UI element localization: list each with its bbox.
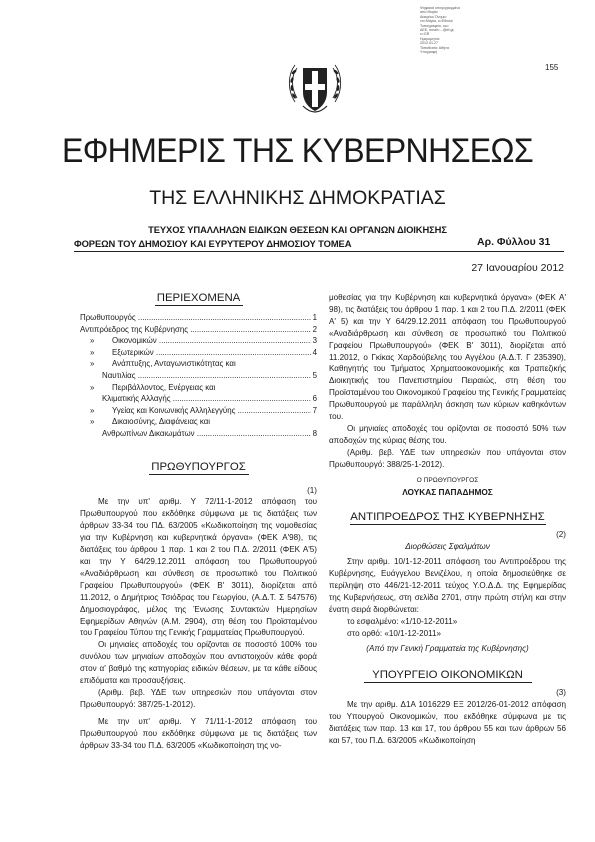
toc-entry-cont: Κλιματικής Αλλαγής ..... 6	[80, 393, 317, 405]
sheet-number: Αρ. Φύλλου 31	[477, 236, 551, 248]
signature-line: Τοποθεσία: Αθήνα	[420, 45, 449, 50]
paragraph: Οι μηνιαίες αποδοχές του ορίζονται σε ποσοστό 100% του συνόλου των μηνιαίων αποδοχών που αντιστοιχούν κάθε φορά στον α' βαθμό της κατηγορίας ειδικών θέσεων, με τα κάθε είδους επιδόματα και προσαυξήσεις.	[80, 640, 317, 686]
paragraph: Με την υπ' αριθμ. Υ 72/11-1-2012 απόφαση του Πρωθυπουργού που εκδόθηκε σύμφωνα με τις διατάξεις των άρθρων 33-34 του ΠΔ. 63/2005 «Κωδικοποίηση της νομοθεσίας για την Κυβέρνηση και κυβερνητικά όργανα» (ΦΕΚ Α'98), τις διατάξεις του άρθρου 1 παρ. 1 και 2 του Π.Δ. 2/2011 (ΦΕΚ Α'5) και την Υ 64/29.12.2011 απόφαση του Πρωθυπουργού «Αναδιάρθρωση και σύνθεση σε προσωπικό του Πολιτικού Γραφείου Πρωθυπουργού» (ΦΕΚ Β' 3011), διορίζεται από 11.2012, ο Δημήτριος Τσιόδρας του Γεωργίου, (Α.Δ.Τ. Σ 547576) Δημοσιογράφος, μέλος της Ένωσης Συντακτών Ημερησίων Εφημερίδων Αθηνών (Α.Μ. 2904), στη θέση του Προϊσταμένου του Γραφείου Τύπου της Γενικής Γραμματείας Πρωθυπουργού.	[80, 497, 317, 638]
section-heading-vice-president: ΑΝΤΙΠΡΟΕΔΡΟΣ ΤΗΣ ΚΥΒΕΡΝΗΣΗΣ	[350, 511, 545, 524]
section-heading-prime-minister: ΠΡΩΘΥΠΟΥΡΓΟΣ	[80, 460, 317, 475]
decision-number: (2)	[556, 530, 566, 540]
toc-entry[interactable]: Πρωθυπουργός ..... 1	[80, 312, 317, 324]
signatory-name: ΛΟΥΚΑΣ ΠΑΠΑΔΗΜΟΣ	[402, 486, 493, 497]
gazette-subtitle: ΤΗΣ ΕΛΛΗΝΙΚΗΣ ΔΗΜΟΚΡΑΤΙΑΣ	[149, 187, 446, 209]
signature-line: ΔΕΕ, email=...@et.gr,	[420, 28, 455, 33]
signature-line: Ημερομηνία:	[420, 36, 441, 41]
paragraph: το εσφαλμένο: «1/10-12-2011»	[347, 616, 458, 626]
toc-entry[interactable]: » Περιβάλλοντος, Ενέργειας και	[90, 382, 216, 392]
toc-entry[interactable]: » Οικονομικών ..... 3	[80, 335, 317, 347]
page-number: 155	[545, 63, 559, 72]
signature-line: 2012.01.27	[420, 41, 438, 46]
toc-entry-cont: Ανθρωπίνων Δικαιωμάτων ..... 8	[80, 428, 317, 440]
signature-line: Τυπογραφείο, ou=	[420, 23, 450, 28]
signature-line: Διακρ/κο Όνομα:	[420, 14, 447, 19]
gazette-title: ΕΦΗΜΕΡΙΣ ΤΗΣ ΚΥΒΕΡΝΗΣΕΩΣ	[61, 132, 534, 170]
decision-subtitle: Διορθώσεις Σφαλμάτων	[405, 542, 490, 552]
paragraph: στο ορθό: «10/1-12-2011»	[347, 628, 441, 638]
decision-number: (1)	[307, 485, 317, 495]
toc-entry[interactable]: » Εξωτερικών ..... 4	[80, 347, 317, 359]
paragraph: (Αριθμ. βεβ. ΥΔΕ των υπηρεσιών που υπάγονται στον Πρωθυπουργό: 387/25-1-2012).	[80, 687, 317, 709]
toc-entry-cont: Ναυτιλίας ..... 5	[80, 370, 317, 382]
digital-signature-block	[420, 6, 500, 54]
signature-line: c=GR	[420, 32, 430, 37]
table-of-contents	[80, 312, 317, 440]
paragraph: μοθεσίας για την Κυβέρνηση και κυβερνητικά όργανα» (ΦΕΚ Α' 98), τις διατάξεις του άρθρου 1 παρ. 1 και 2 του Π.Δ. 2/2011 (ΦΕΚ Α' 5) και την Υ 64/29.12.2011 απόφαση του Πρωθυπουργού «Αναδιάρθρωση και σύνθεση σε προσωπικό του Πολιτικού Γραφείου Πρωθυπουργού» (ΦΕΚ Β' 3011), διορίζεται από 11.2012, ο Γκίκας Χαρδούβελης του Αγγέλου (Α.Δ.Τ. Γ 235390), Καθηγητής του Τμήματος Χρηματοοικονομικής και Τραπεζικής Διοικητικής του Πανεπιστημίου Πειραιώς, στη θέση του Προϊσταμένου του Οικονομικού Γραφείου της Γενικής Γραμματείας Πρωθυπουργού με παράλληλη άσκηση των κύριων καθηκόντων του.	[329, 293, 566, 422]
paragraph: Με την υπ' αριθμ. Υ 71/11-1-2012 απόφαση του Πρωθυπουργού που εκδόθηκε σύμφωνα με τις διατάξεις των άρθρων 33-34 του Π.Δ. 63/2005 «Κωδικοποίηση της νο-	[80, 716, 317, 750]
issue-series-line2: ΦΟΡΕΩΝ ΤΟΥ ΔΗΜΟΣΙΟΥ ΚΑΙ ΕΥΡΥΤΕΡΟΥ ΔΗΜΟΣΙΟΥ ΤΟΜΕΑ	[74, 238, 352, 249]
toc-heading: ΠΕΡΙΕΧΟΜΕΝΑ	[80, 291, 317, 306]
signature-line: Υπογραφή	[420, 50, 438, 55]
left-column	[80, 291, 317, 751]
toc-entry[interactable]: Αντιπρόεδρος της Κυβέρνησης ..... 2	[80, 324, 317, 336]
right-column	[329, 292, 566, 747]
toc-entry[interactable]: » Υγείας και Κοινωνικής Αλληλεγγύης ..... 7	[80, 405, 317, 417]
greek-emblem-icon	[283, 58, 347, 122]
section-heading-finance: ΥΠΟΥΡΓΕΙΟ ΟΙΚΟΝΟΜΙΚΩΝ	[329, 668, 566, 683]
issue-series-line1: ΤΕΥΧΟΣ ΥΠΑΛΛΗΛΩΝ ΕΙΔΙΚΩΝ ΘΕΣΕΩΝ ΚΑΙ ΟΡΓΑΝΩΝ ΔΙΟΙΚΗΣΗΣ	[148, 224, 447, 235]
paragraph: (Αριθμ. βεβ. ΥΔΕ των υπηρεσιών που υπάγονται στον Πρωθυπουργό: 388/25-1-2012).	[329, 447, 566, 469]
signature-line: Ψηφιακά υπογεγραμμένο	[420, 6, 461, 10]
header-divider	[74, 251, 564, 252]
signature-line: cn=Μαρία, o=Εθνικό	[420, 19, 453, 24]
paragraph: (Από την Γενική Γραμματεία της Κυβέρνησης)	[366, 643, 529, 653]
paragraph: Στην αριθμ. 10/1-12-2011 απόφαση του Αντιπροέδρου της Κυβέρνησης, Ευάγγελου Βενιζέλου, η οποία δημοσιεύθηκε σε περίληψη στο 446/21-12-2011 τεύχος Υ.Ο.Δ.Δ. της Εφημερίδας της Κυβερνήσεως, στη σελίδα 2701, στην πρώτη στήλη και στην ένατη σειρά διορθώνεται:	[329, 557, 566, 614]
toc-entry[interactable]: » Ανάπτυξης, Ανταγωνιστικότητας και	[90, 359, 236, 369]
paragraph: Με την αριθμ. Δ1Α 1016229 ΕΞ 2012/26-01-2012 απόφαση του Υπουργού Οικονομικών, που εκδόθηκε σύμφωνα με τις διατάξεις των παρ. 13 και 17, του άρθρου 55 και των άρθρων 56 και 57, του Π.Δ. 63/2005 «Κωδικοποίηση	[329, 700, 566, 746]
decision-number: (3)	[556, 688, 566, 698]
toc-entry[interactable]: » Δικαιοσύνης, Διαφάνειας και	[90, 417, 211, 427]
signatory-title: Ο ΠΡΩΘΥΠΟΥΡΓΟΣ	[416, 476, 479, 484]
paragraph: Οι μηνιαίες αποδοχές του ορίζονται σε ποσοστό 50% των αποδοχών της κύριας θέσης του.	[329, 423, 566, 445]
signature-line: από Μαρία	[420, 10, 438, 15]
issue-date: 27 Ιανουαρίου 2012	[471, 262, 564, 274]
